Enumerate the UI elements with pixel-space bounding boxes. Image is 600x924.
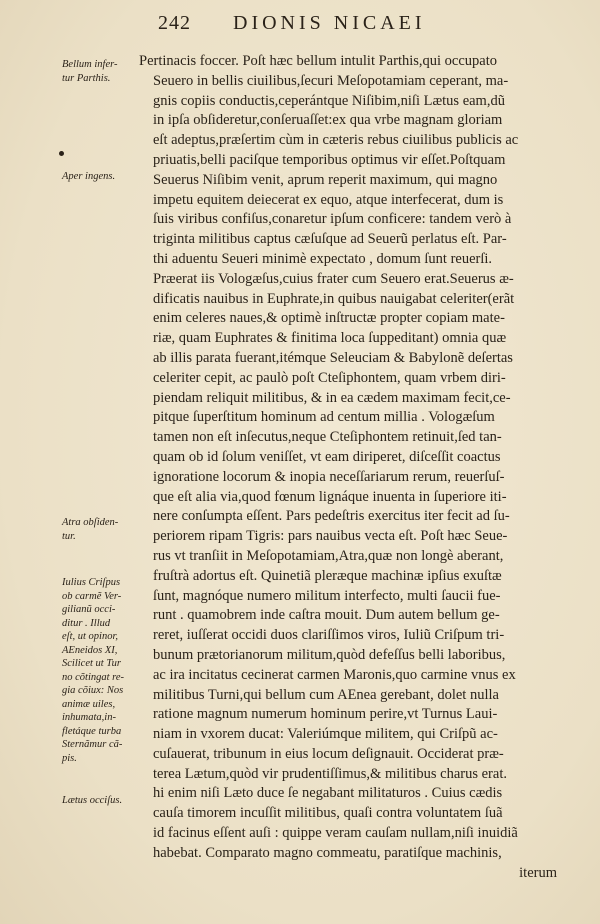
margin-note-line: Atra obſiden- (62, 517, 119, 528)
running-head: DIONIS NICAEI (233, 12, 426, 34)
text-line: ignoratione locorum & inopia neceſſariarum rerum, reuerſuſ- (153, 468, 505, 485)
margin-note-aper (62, 170, 140, 184)
text-line: eſt adeptus,præſertim cùm in cæteris rebus ciuilibus publicis ac (153, 132, 519, 149)
main-text-block (139, 52, 557, 883)
margin-note-laetus (62, 794, 140, 808)
text-line: enim celeres naues,& optimè inſtructæ propter copiam mate- (153, 310, 505, 327)
text-line: Seuero in bellis ciuilibus,ſecuri Meſopotamiam ceperant, ma- (153, 72, 509, 89)
text-line: cuſauerat, tribunum in eius locum deſignauit. Occiderat præ- (153, 745, 504, 762)
text-line: dificatis nauibus in Euphrate,in quibus nauigabat celeriter(erãt (153, 290, 515, 307)
text-line: periorem ripam Tigris: pars nauibus vecta eſt. Poſt hæc Seue- (153, 528, 508, 545)
margin-note-line: AEneidos XI, (62, 644, 118, 656)
text-line: gnis copiis conductis,ceperántque Niſibim,niſi Lætus eam,dũ (153, 92, 505, 109)
page-number: 242 (158, 12, 191, 34)
margin-note-bellum (62, 58, 140, 85)
text-line: ac ira incitatus cecinerat carmen Maronis,quo carmine vnus ex (153, 666, 516, 683)
margin-note-line: no cõtingat re- (62, 671, 125, 683)
text-line: thi aduentu Seueri minimè expectato , domum ſunt reuerſi. (153, 250, 493, 267)
text-line: niam in vxorem ducat: Valeriúmque militem, qui Criſpũ ac- (153, 726, 498, 743)
text-line: ſunt, magnóque numero militum interfecto, multi ſaucii fue- (153, 587, 501, 604)
page-header (158, 12, 548, 35)
text-line: ratione magnum numerum hominum perire,vt Turnus Laui- (153, 706, 498, 723)
text-line: piendam reliquit militibus, & in ea cædem maximam fecit,ce- (153, 389, 511, 406)
margin-note-line: Aper ingens. (62, 171, 116, 182)
text-line: Seuerus Niſibim venit, aprum reperit maximum, qui magno (153, 171, 498, 188)
margin-note-line: inhumata,in- (62, 712, 116, 723)
text-line: in ipſa obſideretur,conſeruaſſet:ex qua vrbe magnam gloriam (153, 112, 503, 129)
margin-note-line: gia cõiux: Nos (62, 685, 124, 696)
text-line: Præerat iis Vologæſus,cuius frater cum Seuero erat.Seuerus æ- (153, 270, 514, 287)
margin-bullet-mark (59, 151, 64, 156)
margin-note-line: Iulius Criſpus (62, 577, 121, 588)
text-line: riæ, quam Euphrates & finitima loca ſuppeditant) omnia quæ (153, 330, 507, 347)
catchword: iterum (519, 864, 557, 881)
margin-note-atra (62, 516, 140, 543)
margin-note-line: Bellum infer- (62, 59, 118, 70)
margin-note-line: Scilicet ut Tur (62, 658, 121, 669)
text-line: que eſt alia via,quod fœnum lignáque inuenta in ſuperiore iti- (153, 488, 507, 505)
text-line: pitque ſuperſtitum hominum ad centum millia . Vologæſum (153, 409, 495, 426)
text-line: bunum prætorianorum militum,quòd defeſſus belli laboribus, (153, 646, 506, 663)
margin-note-line: Sternãmur cã- (62, 739, 123, 750)
margin-note-line: tur. (62, 530, 76, 542)
text-line: ſuis viribus confiſus,conaretur ipſum conficere: tandem verò à (153, 211, 512, 228)
margin-note-line: eſt, ut opinor, (62, 631, 119, 642)
margin-note-line: ditur . Illud (62, 617, 111, 629)
text-line: cauſa timorem incuſſit militibus, quaſi contra voluntatem ſuã (153, 805, 503, 822)
text-line: habebat. Comparato magno commeatu, paratiſque machinis, (153, 844, 502, 861)
margin-note-crispus (62, 576, 140, 765)
text-line: reret, iuſſerat occidi duos clariſſimos viros, Iuliũ Criſpum tri- (153, 627, 505, 644)
text-line: celeriter cepit, ac paulò poſt Cteſiphontem, quam vrbem diri- (153, 369, 506, 386)
text-line: triginta militibus captus cæſuſque ad Seuerũ perlatus eſt. Par- (153, 231, 507, 248)
margin-note-line: tur Parthis. (62, 72, 111, 84)
text-line: hi enim niſi Læto duce ſe negabant militaturos . Cuius cædis (153, 785, 503, 802)
text-line: tamen non eſt inſecutus,neque Cteſiphontem retinuit,ſed tan- (153, 429, 502, 446)
text-line: impetu equitem deiecerat ex equo, atque interfecerat, dum is (153, 191, 504, 208)
text-line: militibus Turni,qui bellum cum AEnea gerebant, dolet nulla (153, 686, 499, 703)
margin-note-line: ob carmẽ Ver- (62, 590, 122, 602)
text-line: rus vt tranſiit in Meſopotamiam,Atra,quæ non longè aberant, (153, 547, 504, 564)
text-line: terea Lætum,quòd vir prudentiſſimus,& militibus charus erat. (153, 765, 507, 782)
margin-note-line: pis. (62, 752, 77, 764)
margin-note-line: Lætus occiſus. (62, 795, 123, 806)
text-line: fruſtrà adortus eſt. Quinetiã pleræque machinæ ipſius exuſtæ (153, 567, 502, 584)
text-line: Pertinacis foccer. Poſt hæc bellum intulit Parthis,qui occupato (139, 53, 498, 69)
margin-note-line: gilianũ occi- (62, 604, 116, 615)
text-line: ab illis parata fuerant,itémque Seleuciam & Babylonẽ deſertas (153, 349, 513, 366)
margin-note-line: fletáque turba (62, 725, 122, 737)
text-line: runt . quamobrem inde caſtra mouit. Dum autem bellum ge- (153, 607, 500, 624)
text-line: nere conſumpta eſſent. Pars pedeſtris exercitus iter fecit ad ſu- (153, 508, 510, 525)
text-line: priuatis,belli paciſque temporibus optimus vir eſſet.Poſtquam (153, 151, 506, 168)
text-line: quam ob id ſolum veniſſet, vt eam diriperet, diſceſſit coactus (153, 448, 501, 465)
text-line: id facinus eſſent auſi : quippe veram cauſam nullam,niſi inuidiã (153, 825, 518, 842)
margin-note-line: animæ uiles, (62, 698, 116, 710)
